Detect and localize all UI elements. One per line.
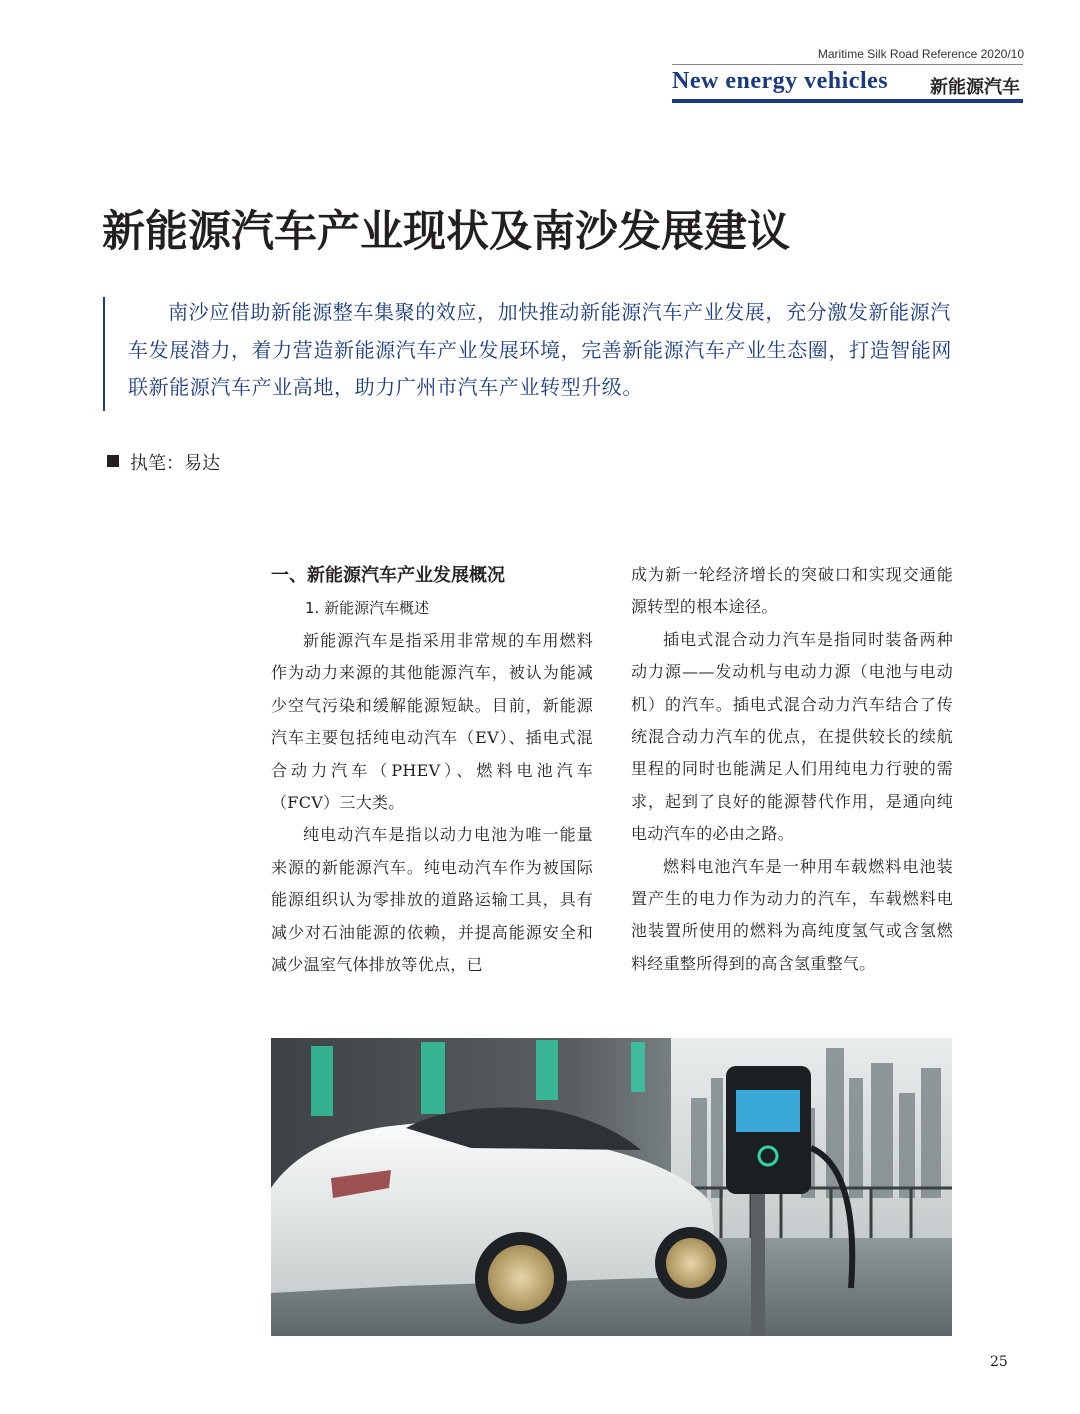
- page-number: 25: [990, 1354, 1008, 1370]
- paragraph-fcv: 燃料电池汽车是一种用车载燃料电池装置产生的电力作为动力的汽车，车载燃料电池装置所使用的燃料为高纯度氢气或含氢燃料经重整所得到的高含氢重整气。: [631, 856, 953, 973]
- header-rule-thin: [672, 64, 1023, 65]
- subsection-heading: 1. 新能源汽车概述: [305, 599, 430, 617]
- body-column-right: [631, 559, 953, 980]
- paragraph-ev-overview: 新能源汽车是指采用非常规的车用燃料作为动力来源的其他能源汽车，被认为能减少空气污染和缓解能源短缺。目前，新能源汽车主要包括纯电动汽车（EV）、插电式混合动力汽车（PHEV）、燃料电池汽车（FCV）三大类。: [271, 631, 593, 813]
- paragraph-bev: 纯电动汽车是指以动力电池为唯一能量来源的新能源汽车。纯电动汽车作为被国际能源组织认为零排放的道路运输工具，具有减少对石油能源的依赖，并提高能源安全和减少温室气体排放等优点，已: [271, 825, 593, 975]
- ev-charging-photo: [271, 1038, 952, 1336]
- byline: 执笔：易达: [130, 453, 220, 474]
- journal-name-issue: Maritime Silk Road Reference 2020/10: [817, 47, 1024, 61]
- body-column-left: [271, 559, 593, 981]
- byline-square-icon: [107, 455, 119, 467]
- article-title: 新能源汽车产业现状及南沙发展建议: [102, 207, 790, 257]
- paragraph-bev-continued: 成为新一轮经济增长的突破口和实现交通能源转型的根本途径。: [631, 565, 953, 617]
- section-heading: 一、新能源汽车产业发展概况: [271, 565, 505, 586]
- abstract-side-bar: [103, 297, 105, 411]
- article-abstract: 南沙应借助新能源整车集聚的效应，加快推动新能源汽车产业发展，充分激发新能源汽车发展潜力，着力营造新能源汽车产业发展环境，完善新能源汽车产业生态圈，打造智能网联新能源汽车产业高地，助力广州市汽车产业转型升级。: [128, 300, 952, 399]
- section-title-cn: 新能源汽车: [930, 77, 1020, 98]
- header-rule-thick: [672, 99, 1023, 103]
- section-title-en: New energy vehicles: [672, 68, 889, 94]
- paragraph-phev: 插电式混合动力汽车是指同时装备两种动力源——发动机与电动力源（电池与电动机）的汽车。插电式混合动力汽车结合了传统混合动力汽车的优点，在提供较长的续航里程的同时也能满足人们用纯电力行驶的需求，起到了良好的能源替代作用，是通向纯电动汽车的必由之路。: [631, 629, 953, 844]
